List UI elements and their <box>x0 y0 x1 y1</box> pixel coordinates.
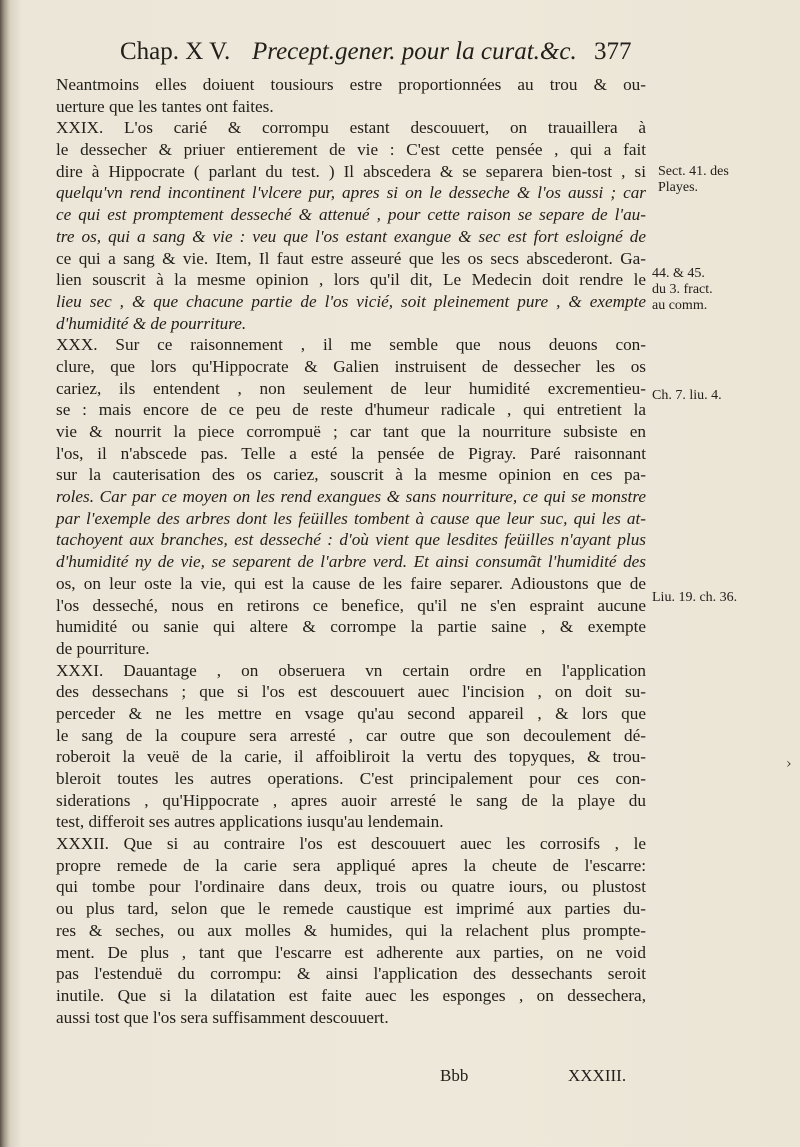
margin-note-line: Ch. 7. liu. 4. <box>652 388 722 403</box>
signature-mark: Bbb <box>440 1066 469 1085</box>
text-line: vie & nourrit la piece corrompuë ; car tant que la nourriture subsiste en <box>56 422 646 441</box>
text-line: siderations , qu'Hippocrate , apres auoir arresté le sang de la playe du <box>56 790 646 810</box>
text-line: sur la cauterisation des os cariez, souscrit à la mesme opinion en ces pa- <box>56 465 646 485</box>
text-line: le dessecher & priuer entierement de vie : C'est cette pensée , qui a fait <box>56 140 646 160</box>
text-line: ou plus tard, selon que le remede caustique est imprimé aux parties du- <box>56 899 646 919</box>
text-line: bleroit toutes les autres operations. C'est principalement pour ces con- <box>56 769 646 788</box>
running-title: Precept.gener. pour la curat.&c. <box>252 38 577 65</box>
text-line: tre os, qui a sang & vie : veu que l'os estant exangue & sec est fort esloigné de <box>56 226 646 246</box>
text-line: ce qui est promptement desseché & attenué , pour cette raison se separe de l'au- <box>56 205 646 225</box>
text-line: se : mais encore de ce peu de reste d'humeur radicale , qui entretient la <box>56 400 646 420</box>
text-line: l'os, il n'abscede pas. Telle a esté la pensée de Pigray. Paré raisonnant <box>56 443 646 463</box>
text-line: aussi tost que l'os sera suffisamment descouuert. <box>56 1007 389 1027</box>
page-number: 377 <box>594 38 632 65</box>
margin-note-line: 44. & 45. <box>652 266 705 281</box>
margin-note-ch7 <box>652 388 722 404</box>
text-line: roles. Car par ce moyen on les rend exangues & sans nourriture, ce qui se monstre <box>56 487 646 507</box>
text-line: par l'exemple des arbres dont les feüilles tombent à cause que leur suc, qui les at- <box>56 508 646 528</box>
text-line: res & seches, ou aux molles & humides, qui la relachent plus prompte- <box>56 920 646 940</box>
text-line: perceder & ne les mettre en vsage qu'au second appareil , & lors que <box>56 703 646 723</box>
text-line: pas l'estenduë du corrompu: & ainsi l'application des dessechants seroit <box>56 964 646 984</box>
text-line: Neantmoins elles doiuent tousiours estre proportionnées au trou & ou- <box>56 75 646 94</box>
text-line: XXXI. Dauantage , on obseruera vn certain ordre en l'application <box>56 660 646 680</box>
text-line: test, differoit ses autres applications iusqu'au lendemain. <box>56 812 444 832</box>
margin-note-line: du 3. fract. <box>652 282 713 297</box>
text-line: clure, que lors qu'Hippocrate & Galien instruisent de dessecher les os <box>56 356 646 376</box>
chapter-label: Chap. X V. <box>120 38 231 65</box>
text-line: l'os desseché, nous en retirons ce benefice, qu'il ne s'en espraint aucune <box>56 595 646 615</box>
text-line: lien souscrit à la mesme opinion , lors qu'il dit, Le Medecin doit rendre le <box>56 270 646 290</box>
text-line: XXIX. L'os carié & corrompu estant descouuert, on trauaillera à <box>56 118 646 138</box>
margin-note-line: au comm. <box>652 298 708 313</box>
margin-note-sect41 <box>658 164 729 196</box>
margin-note-fract <box>652 266 713 314</box>
catchword: XXXIII. <box>568 1066 627 1085</box>
text-line: le sang de la coupure sera arresté , car outre que son decoulement dé- <box>56 725 646 745</box>
text-line: XXXII. Que si au contraire l'os est descouuert auec les corrosifs , le <box>56 834 646 854</box>
text-line: qui tombe pour l'ordinaire dans deux, trois ou quatre iours, ou plustost <box>56 877 646 897</box>
text-line: XXX. Sur ce raisonnement , il me semble que nous deuons con- <box>56 335 646 355</box>
text-line: propre remede de la carie sera appliqué apres la cheute de l'escarre: <box>56 855 646 875</box>
text-line: humidité ou sanie qui altere & corrompe la partie saine , & exempte <box>56 617 646 637</box>
margin-mark-icon: › <box>786 756 792 772</box>
text-line: lieu sec , & que chacune partie de l'os vicié, soit pleinement pure , & exempte <box>56 291 646 311</box>
margin-note-line: Playes. <box>658 180 699 195</box>
text-line: roberoit la veuë de la carie, il affoibliroit la vertu des topyques, & trou- <box>56 747 646 767</box>
text-line: quelqu'vn rend incontinent l'vlcere pur, apres si on le desseche & l'os aussi ; car <box>56 183 646 203</box>
text-line: d'humidité ny de vie, se separent de l'arbre verd. Et ainsi consumãt l'humidité des <box>56 552 646 572</box>
margin-note-liu19 <box>652 590 737 606</box>
text-line: de pourriture. <box>56 638 150 658</box>
margin-note-line: Liu. 19. ch. 36. <box>652 590 738 605</box>
text-line: os, on leur oste la vie, qui est la cause de les faire separer. Adioustons que de <box>56 573 646 593</box>
text-line: inutile. Que si la dilatation est faite auec les esponges , on dessechera, <box>56 985 646 1005</box>
margin-note-line: Sect. 41. des <box>658 164 729 179</box>
text-line: cariez, ils entendent , non seulement de leur humidité excrementieu- <box>56 378 646 398</box>
text-line: uerture que les tantes ont faites. <box>56 96 274 116</box>
body-text <box>56 74 646 1028</box>
text-line: tachoyent aux branches, est desseché : d'où vient que lesdites feüilles n'ayant plus <box>56 530 646 550</box>
text-line: des dessechans ; que si l'os est descouuert auec l'incision , on doit su- <box>56 682 646 702</box>
page-header <box>120 38 660 72</box>
text-line: dire à Hippocrate ( parlant du test. ) Il abscedera & se separera bien-tost , si <box>56 161 646 181</box>
text-line: ce qui a sang & vie. Item, Il faut estre asseuré que les os secs abscederont. Ga- <box>56 248 646 268</box>
text-line: d'humidité & de pourriture. <box>56 313 247 333</box>
text-line: ment. De plus , tant que l'escarre est adherente aux parties, on ne void <box>56 942 646 962</box>
